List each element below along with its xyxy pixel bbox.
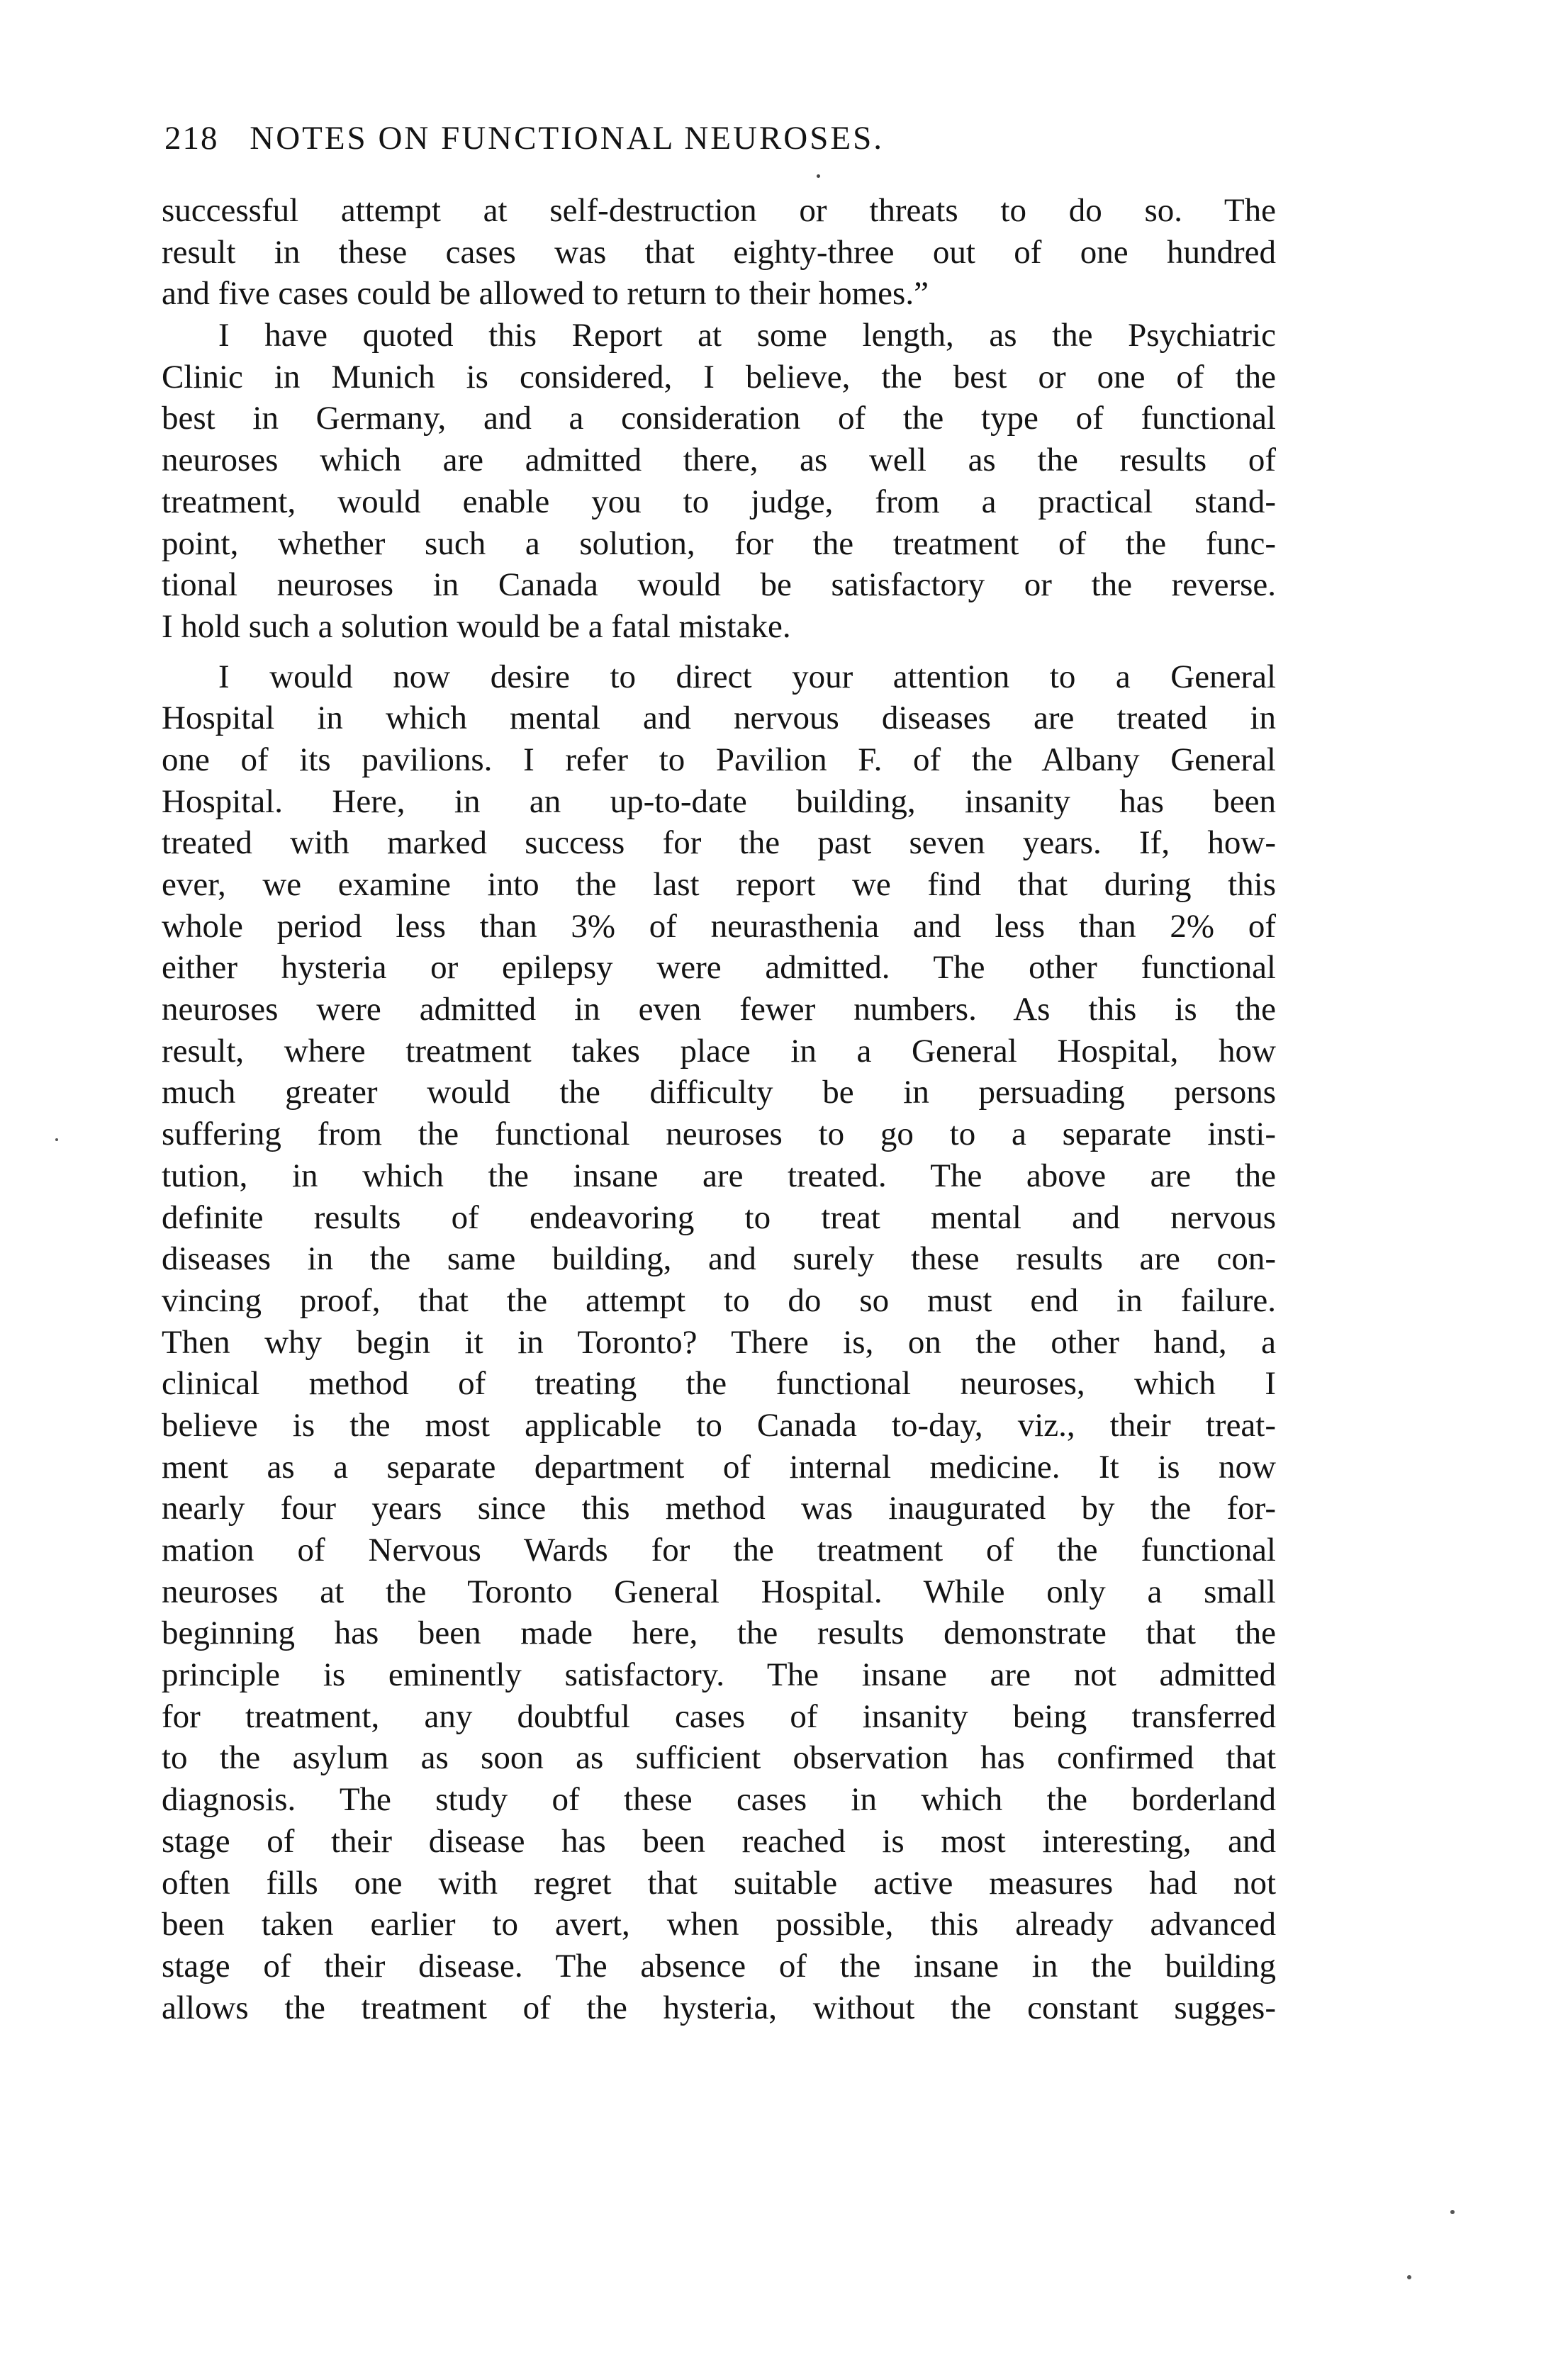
- text-line: ment as a separate department of internal medicine. It is now: [162, 1448, 1276, 1486]
- text-line: diseases in the same building, and surely these results are con-: [162, 1240, 1276, 1278]
- text-line: tution, in which the insane are treated. The above are the: [162, 1157, 1276, 1194]
- text-line: Hospital. Here, in an up-to-date building, insanity has been: [162, 782, 1276, 820]
- ink-speck: [1407, 2275, 1411, 2279]
- text-line: treated with marked success for the past seven years. If, how-: [162, 824, 1276, 862]
- text-line: neuroses at the Toronto General Hospital. While only a small: [162, 1573, 1276, 1610]
- text-line: best in Germany, and a consideration of the type of functional: [162, 400, 1276, 437]
- paragraph-gap: [162, 648, 1276, 656]
- text-line: and five cases could be allowed to return to their homes.”: [162, 275, 929, 313]
- text-line: clinical method of treating the functional neuroses, which I: [162, 1365, 1276, 1403]
- text-line: Clinic in Munich is considered, I believe, the best or one of the: [162, 358, 1276, 395]
- text-line: mation of Nervous Wards for the treatment of the functional: [162, 1532, 1276, 1568]
- text-line: for treatment, any doubtful cases of insanity being transferred: [162, 1697, 1276, 1735]
- text-line: allows the treatment of the hysteria, without the constant sugges-: [162, 1989, 1276, 2026]
- text-line: tional neuroses in Canada would be satisfactory or the reverse.: [162, 566, 1276, 604]
- text-line: one of its pavilions. I refer to Pavilion F. of the Albany General: [162, 741, 1276, 778]
- text-line: stage of their disease has been reached is most interesting, and: [162, 1822, 1276, 1860]
- text-line: suffering from the functional neuroses to go to a separate insti-: [162, 1116, 1276, 1153]
- ink-speck: [55, 1138, 58, 1141]
- text-line: point, whether such a solution, for the treatment of the func-: [162, 524, 1276, 562]
- text-line: treatment, would enable you to judge, from a practical stand-: [162, 483, 1276, 520]
- text-line: much greater would the difficulty be in persuading persons: [162, 1074, 1276, 1111]
- text-line: nearly four years since this method was inaugurated by the for-: [162, 1490, 1276, 1527]
- text-line: stage of their disease. The absence of the insane in the building: [162, 1947, 1276, 1985]
- running-title: NOTES ON FUNCTIONAL NEUROSES.: [250, 120, 884, 157]
- text-line: neuroses were admitted in even fewer numbers. As this is the: [162, 991, 1276, 1028]
- text-line: to the asylum as soon as sufficient observation has confirmed that: [162, 1739, 1276, 1777]
- text-line: believe is the most applicable to Canada to-day, viz., their treat-: [162, 1406, 1276, 1444]
- body-text: [162, 190, 1276, 2028]
- text-line: successful attempt at self-destruction or threats to do so. The: [162, 192, 1276, 229]
- text-line: I hold such a solution would be a fatal mistake.: [162, 607, 791, 645]
- text-line: beginning has been made here, the results demonstrate that the: [162, 1615, 1276, 1652]
- text-line: whole period less than 3% of neurasthenia and less than 2% of: [162, 907, 1276, 945]
- running-header: [164, 113, 1299, 163]
- text-line: principle is eminently satisfactory. The insane are not admitted: [162, 1656, 1276, 1694]
- text-line: I would now desire to direct your attention to a General: [218, 658, 1276, 695]
- text-line: result, where treatment takes place in a General Hospital, how: [162, 1032, 1276, 1070]
- ink-speck: [817, 174, 820, 178]
- text-line: been taken earlier to avert, when possible, this already advanced: [162, 1906, 1276, 1943]
- text-line: neuroses which are admitted there, as well as the results of: [162, 442, 1276, 479]
- text-line: vincing proof, that the attempt to do so must end in failure.: [162, 1281, 1276, 1319]
- ink-speck: [1450, 2210, 1455, 2214]
- text-line: ever, we examine into the last report we find that during this: [162, 866, 1276, 903]
- text-line: Hospital in which mental and nervous diseases are treated in: [162, 700, 1276, 737]
- text-line: Then why begin it in Toronto? There is, on the other hand, a: [162, 1323, 1276, 1361]
- text-line: often fills one with regret that suitable active measures had not: [162, 1864, 1276, 1902]
- page-number: 218: [164, 120, 219, 157]
- text-line: either hysteria or epilepsy were admitted. The other functional: [162, 949, 1276, 987]
- text-line: diagnosis. The study of these cases in which the borderland: [162, 1781, 1276, 1819]
- text-line: result in these cases was that eighty-three out of one hundred: [162, 233, 1276, 271]
- text-line: I have quoted this Report at some length, as the Psychiatric: [218, 317, 1276, 354]
- text-line: definite results of endeavoring to treat mental and nervous: [162, 1199, 1276, 1236]
